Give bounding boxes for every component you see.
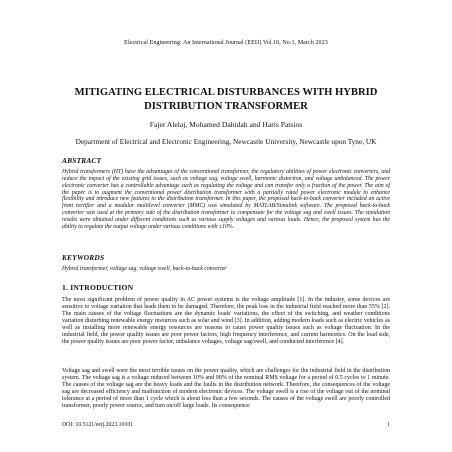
footer-doi: DOI: 10.5121/eeij.2023.10101 [62, 422, 134, 428]
intro-paragraph-2: Voltage sag and swell were the most terrible issues on the power quality, which are challenges for the industrial field in the distribution system. The voltage sag is a voltage reduced between 10% and 90% of the nominal RMS voltage for a period of 0.5 cycles to 1 minute. The causes of the voltage sag are the heavy loads and the faults in the distribution network. Therefore, the consequences of the voltage sag are decreased efficiency and malfunction of modern electronic devices. The voltage swell is a rise of the voltage out of the nominal tolerance at a period of more than 1 cycle which is about less than a few seconds. The causes of the voltage swell are poorly controlled transformer, poorly power source, and turn on/off large loads. Its consequence [62, 368, 390, 409]
abstract-text: Hybrid transformers (HT) have the advantages of the conventional transformer, the regulatory abilities of power electronic converters, and reduce the impact of the existing grid issues, such as voltage sag, voltage swell, harmonic distortion, and voltage unbalanced. The power electronic converter has a controllable advantage such as regulating the voltage and can transfer only a fraction of the power. The aim of the paper is to augment the conventional power distribution transformer with a partially rated power electronic module to enhance flexibility and introduce new features to the distribution transformer. In this paper, the proposed back-to-back converter included an active front rectifier and a modular multilevel converter (MMC) was simulated by MATLAB/Simulink software. The proposed back-to-back converter was used at the primary side of the distribution transformer to compensate for the voltage sag and swell issues. The simulation results were obtained under different conditions such as various supply voltages and various loads. Hence, the proposed system has the ability to regulate the output voltage under various conditions with ±10%. [62, 169, 390, 230]
page-number: 1 [387, 422, 390, 428]
keywords-text: Hybrid transformer, voltage sag, voltage swell, back-to-back converter [62, 266, 227, 272]
keywords-heading: KEYWORDS [62, 253, 105, 262]
affiliation: Department of Electrical and Electronic Engineering, Newcastle University, Newcastle upon Tyne, UK [75, 137, 377, 146]
introduction-heading: 1. INTRODUCTION [62, 283, 134, 292]
authors: Fajer Alelaj, Mohamed Dahidah and Haris Patsios [149, 120, 303, 129]
abstract-heading: ABSTRACT [62, 156, 102, 165]
journal-header: Electrical Engineering: An International Journal (EEIJ) Vol.10, No.1, March 2023 [124, 40, 328, 46]
intro-paragraph-1: The most significant problem of power quality in AC power systems is the voltage amplitude [1]. In the industry, some devices are sensitive to voltage variation that leads them to be damaged. Therefore, the peak loss in the industrial field reached more than 55% [2]. The main causes of the voltage fluctuations are the dynamic loads' variations, the effect of the switching, and weather conditions variation disturbing renewable energy resources such as solar and wind [3]. In addition, adding modern loads such as electric vehicles as well as installing more renewable energy resources are reasons to cause power quality issues such as voltage fluctuation. In the industrial field, the power quality issues are poor power factors, high frequency interference, and current harmonics. On the load side, the power quality issues are poor power factor, unbalance voltages, voltage sag/swell, and conducted interference [4]. [62, 297, 390, 345]
paper-title: MITIGATING ELECTRICAL DISTURBANCES WITH HYBRID DISTRIBUTION TRANSFORMER [74, 87, 378, 112]
